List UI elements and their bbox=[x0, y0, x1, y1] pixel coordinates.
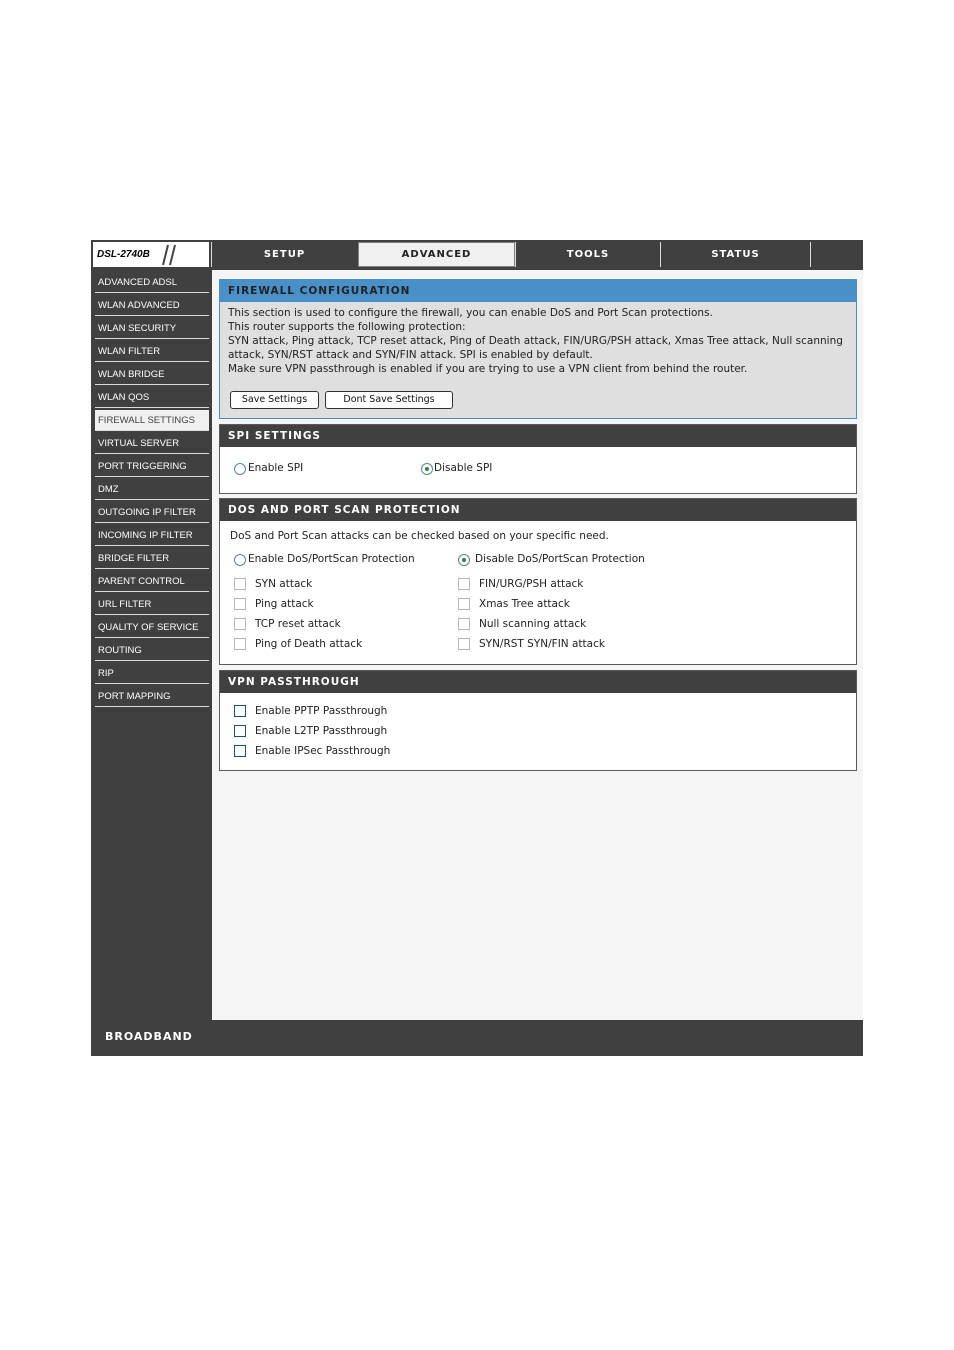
save-settings-button[interactable]: Save Settings bbox=[230, 391, 319, 409]
sidebar-item-bridge-filter[interactable]: BRIDGE FILTER bbox=[95, 548, 209, 569]
ping-attack-label: Ping attack bbox=[255, 598, 314, 610]
sidebar bbox=[91, 270, 211, 1020]
footer bbox=[91, 1021, 863, 1056]
sidebar-item-routing[interactable]: ROUTING bbox=[95, 640, 209, 661]
model-name: DSL-2740B bbox=[97, 249, 150, 260]
sidebar-item-incoming-ip-filter[interactable]: INCOMING IP FILTER bbox=[95, 525, 209, 546]
enable-spi-label: Enable SPI bbox=[248, 462, 304, 474]
sidebar-item-wlan-advanced[interactable]: WLAN ADVANCED bbox=[95, 295, 209, 316]
ping-of-death-label: Ping of Death attack bbox=[255, 638, 363, 650]
sidebar-item-port-triggering[interactable]: PORT TRIGGERING bbox=[95, 456, 209, 477]
tab-tools[interactable]: TOOLS bbox=[515, 242, 660, 267]
sidebar-item-outgoing-ip-filter[interactable]: OUTGOING IP FILTER bbox=[95, 502, 209, 523]
sidebar-item-wlan-security[interactable]: WLAN SECURITY bbox=[95, 318, 209, 339]
dos-protection-title: DOS AND PORT SCAN PROTECTION bbox=[220, 499, 856, 521]
xmas-tree-label: Xmas Tree attack bbox=[479, 598, 570, 610]
null-scanning-label: Null scanning attack bbox=[479, 618, 587, 630]
vpn-passthrough-panel bbox=[219, 670, 857, 771]
firewall-desc-line: Make sure VPN passthrough is enabled if you are trying to use a VPN client from behind the router. bbox=[228, 363, 748, 375]
firewall-desc-line: SYN attack, Ping attack, TCP reset attack, Ping of Death attack, FIN/URG/PSH attack, Xmas Tree attack, Null scanning bbox=[228, 335, 843, 347]
l2tp-passthrough-label: Enable L2TP Passthrough bbox=[255, 725, 388, 737]
enable-dos-label: Enable DoS/PortScan Protection bbox=[248, 553, 415, 565]
fin-urg-psh-label: FIN/URG/PSH attack bbox=[479, 578, 584, 590]
sidebar-item-advanced-adsl[interactable]: ADVANCED ADSL bbox=[95, 272, 209, 293]
firewall-config-title: FIREWALL CONFIGURATION bbox=[220, 280, 856, 302]
tab-setup[interactable]: SETUP bbox=[211, 242, 357, 267]
disable-spi-radio[interactable] bbox=[421, 463, 433, 475]
pptp-passthrough-label: Enable PPTP Passthrough bbox=[255, 705, 388, 717]
sidebar-item-quality-of-service[interactable]: QUALITY OF SERVICE bbox=[95, 617, 209, 638]
logo-slash-icon bbox=[155, 244, 179, 266]
dos-description: DoS and Port Scan attacks can be checked based on your specific need. bbox=[230, 530, 609, 542]
syn-rst-syn-fin-checkbox[interactable] bbox=[458, 638, 470, 650]
firewall-desc-line: This section is used to configure the firewall, you can enable DoS and Port Scan protections. bbox=[228, 307, 713, 319]
enable-spi-radio[interactable] bbox=[234, 463, 246, 475]
footer-brand-label: BROADBAND bbox=[105, 1030, 193, 1043]
sidebar-item-virtual-server[interactable]: VIRTUAL SERVER bbox=[95, 433, 209, 454]
firewall-config-panel bbox=[219, 279, 857, 419]
sidebar-item-parent-control[interactable]: PARENT CONTROL bbox=[95, 571, 209, 592]
syn-rst-syn-fin-label: SYN/RST SYN/FIN attack bbox=[479, 638, 605, 650]
sidebar-item-wlan-filter[interactable]: WLAN FILTER bbox=[95, 341, 209, 362]
header bbox=[91, 240, 863, 270]
spi-settings-title: SPI SETTINGS bbox=[220, 425, 856, 447]
xmas-tree-checkbox[interactable] bbox=[458, 598, 470, 610]
null-scanning-checkbox[interactable] bbox=[458, 618, 470, 630]
logo bbox=[93, 242, 209, 267]
ipsec-passthrough-label: Enable IPSec Passthrough bbox=[255, 745, 391, 757]
tcp-reset-attack-label: TCP reset attack bbox=[255, 618, 341, 630]
disable-spi-label: Disable SPI bbox=[434, 462, 493, 474]
sidebar-item-wlan-bridge[interactable]: WLAN BRIDGE bbox=[95, 364, 209, 385]
sidebar-item-firewall-settings[interactable]: FIREWALL SETTINGS bbox=[95, 410, 209, 431]
sidebar-item-wlan-qos[interactable]: WLAN QOS bbox=[95, 387, 209, 408]
sidebar-item-dmz[interactable]: DMZ bbox=[95, 479, 209, 500]
spi-settings-panel bbox=[219, 424, 857, 494]
tab-advanced[interactable]: ADVANCED bbox=[358, 242, 515, 267]
firewall-desc-line: attack, SYN/RST attack and SYN/FIN attack. SPI is enabled by default. bbox=[228, 349, 593, 361]
syn-attack-checkbox[interactable] bbox=[234, 578, 246, 590]
syn-attack-label: SYN attack bbox=[255, 578, 313, 590]
sidebar-item-rip[interactable]: RIP bbox=[95, 663, 209, 684]
disable-dos-label: Disable DoS/PortScan Protection bbox=[475, 553, 645, 565]
sidebar-item-url-filter[interactable]: URL FILTER bbox=[95, 594, 209, 615]
tcp-reset-attack-checkbox[interactable] bbox=[234, 618, 246, 630]
ipsec-passthrough-checkbox[interactable] bbox=[234, 745, 246, 757]
ping-attack-checkbox[interactable] bbox=[234, 598, 246, 610]
dont-save-settings-button[interactable]: Dont Save Settings bbox=[325, 391, 453, 409]
router-frame bbox=[91, 240, 863, 1056]
fin-urg-psh-checkbox[interactable] bbox=[458, 578, 470, 590]
sidebar-item-port-mapping[interactable]: PORT MAPPING bbox=[95, 686, 209, 707]
vpn-passthrough-title: VPN PASSTHROUGH bbox=[220, 671, 856, 693]
tab-status[interactable]: STATUS bbox=[660, 242, 810, 267]
tab-spacer bbox=[810, 242, 863, 267]
l2tp-passthrough-checkbox[interactable] bbox=[234, 725, 246, 737]
firewall-desc-line: This router supports the following protection: bbox=[228, 321, 466, 333]
enable-dos-radio[interactable] bbox=[234, 554, 246, 566]
pptp-passthrough-checkbox[interactable] bbox=[234, 705, 246, 717]
disable-dos-radio[interactable] bbox=[458, 554, 470, 566]
ping-of-death-checkbox[interactable] bbox=[234, 638, 246, 650]
dos-protection-panel bbox=[219, 498, 857, 665]
